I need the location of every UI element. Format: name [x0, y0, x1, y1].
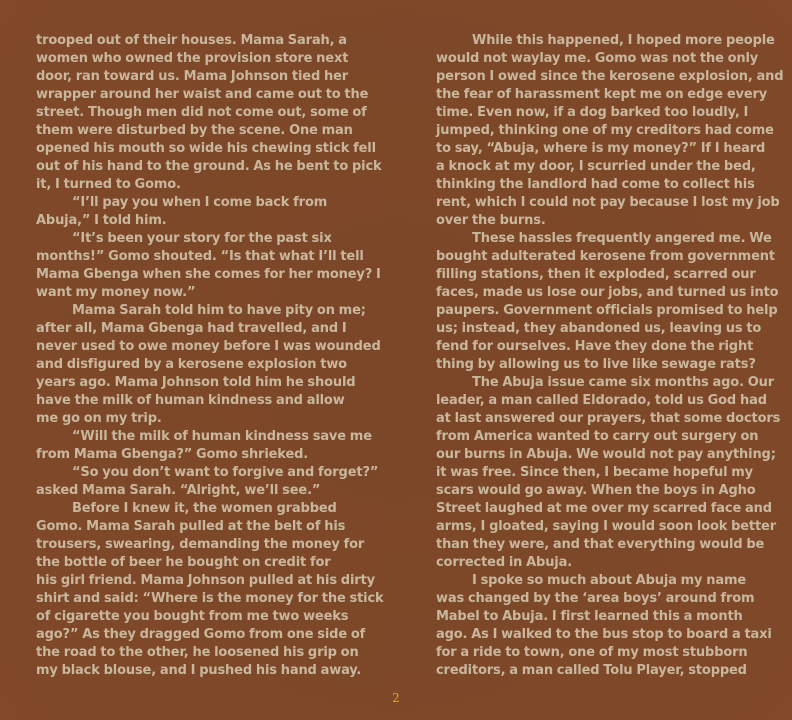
- text-line: trousers, swearing, demanding the money for: [36, 537, 365, 552]
- text-line: to say, “Abuja, where is my money?” If I heard: [436, 141, 766, 156]
- text-line: than they were, and that everything would be: [436, 537, 765, 552]
- text-line: for a ride to town, one of my most stubborn: [436, 645, 748, 660]
- page-number: 2: [392, 691, 400, 705]
- text-line: time. Even now, if a dog barked too loudly, I: [436, 105, 749, 120]
- text-line: at last answered our prayers, that some doctors: [436, 411, 781, 426]
- text-line: faces, made us lose our jobs, and turned us into: [436, 285, 779, 300]
- text-line: them were disturbed by the scene. One man: [36, 123, 353, 138]
- text-line: ago?” As they dragged Gomo from one side of: [36, 627, 366, 642]
- text-line: Street laughed at me over my scarred face and: [436, 501, 772, 516]
- text-line: the road to the other, he loosened his grip on: [36, 645, 359, 660]
- text-line: months!” Gomo shouted. “Is that what I’ll tell: [36, 249, 364, 264]
- text-line: Abuja,” I told him.: [36, 213, 167, 228]
- text-line: creditors, a man called Tolu Player, stopped: [436, 663, 747, 678]
- text-line: trooped out of their houses. Mama Sarah, a: [36, 33, 347, 48]
- paragraph-first-line: Mama Sarah told him to have pity on me;: [72, 303, 366, 318]
- text-line: from America wanted to carry out surgery on: [436, 429, 759, 444]
- text-line: our burns in Abuja. We would not pay anything;: [436, 447, 776, 462]
- paragraph-first-line: I spoke so much about Abuja my name: [472, 573, 747, 588]
- text-line: would not waylay me. Gomo was not the only: [436, 51, 759, 66]
- text-line: paupers. Government officials promised to help: [436, 303, 778, 318]
- left-text-column: [36, 32, 384, 680]
- text-line: the bottle of beer he bought on credit for: [36, 555, 331, 570]
- right-text-column: [436, 32, 784, 680]
- text-line: opened his mouth so wide his chewing stick fell: [36, 141, 376, 156]
- text-line: women who owned the provision store next: [36, 51, 349, 66]
- text-line: out of his hand to the ground. As he bent to pick: [36, 159, 382, 174]
- text-line: jumped, thinking one of my creditors had come: [436, 123, 774, 138]
- text-line: Mabel to Abuja. I first learned this a month: [436, 609, 743, 624]
- text-line: arms, I gloated, saying I would soon look better: [436, 519, 776, 534]
- text-line: my black blouse, and I pushed his hand away.: [36, 663, 362, 678]
- paragraph-first-line: These hassles frequently angered me. We: [472, 231, 772, 246]
- text-line: a knock at my door, I scurried under the bed,: [436, 159, 756, 174]
- text-line: over the burns.: [436, 213, 546, 228]
- text-line: never used to owe money before I was wounded: [36, 339, 381, 354]
- paragraph-first-line: The Abuja issue came six months ago. Our: [472, 375, 774, 390]
- text-line: the fear of harassment kept me on edge every: [436, 87, 768, 102]
- text-line: door, ran toward us. Mama Johnson tied her: [36, 69, 349, 84]
- paragraph-first-line: Before I knew it, the women grabbed: [72, 501, 337, 516]
- text-line: thinking the landlord had come to collect his: [436, 177, 755, 192]
- text-line: bought adulterated kerosene from government: [436, 249, 775, 264]
- paragraph-first-line: “I’ll pay you when I come back from: [72, 195, 328, 210]
- text-line: after all, Mama Gbenga had travelled, and I: [36, 321, 347, 336]
- text-line: person I owed since the kerosene explosion, and: [436, 69, 784, 84]
- text-line: it was free. Since then, I became hopeful my: [436, 465, 754, 480]
- text-line: years ago. Mama Johnson told him he should: [36, 375, 356, 390]
- text-line: me go on my trip.: [36, 411, 162, 426]
- text-line: ago. As I walked to the bus stop to board a taxi: [436, 627, 772, 642]
- text-line: was changed by the ‘area boys’ around from: [436, 591, 755, 606]
- text-line: it, I turned to Gomo.: [36, 177, 181, 192]
- text-line: thing by allowing us to live like sewage rats?: [436, 357, 756, 372]
- text-line: want my money now.”: [36, 285, 196, 300]
- paragraph-first-line: “Will the milk of human kindness save me: [72, 429, 372, 444]
- paragraph-first-line: “So you don’t want to forgive and forget?”: [72, 465, 379, 480]
- text-line: leader, a man called Eldorado, told us God had: [436, 393, 767, 408]
- text-line: asked Mama Sarah. “Alright, we’ll see.”: [36, 483, 321, 498]
- text-line: street. Though men did not come out, some of: [36, 105, 367, 120]
- text-line: us; instead, they abandoned us, leaving us to: [436, 321, 762, 336]
- text-line: filling stations, then it exploded, scarred our: [436, 267, 756, 282]
- text-line: scars would go away. When the boys in Agho: [436, 483, 756, 498]
- text-line: corrected in Abuja.: [436, 555, 573, 570]
- text-line: shirt and said: “Where is the money for the stick: [36, 591, 384, 606]
- text-line: rent, which I could not pay because I lost my job: [436, 195, 780, 210]
- text-line: fend for ourselves. Have they done the right: [436, 339, 754, 354]
- text-line: from Mama Gbenga?” Gomo shrieked.: [36, 447, 309, 462]
- text-line: and disfigured by a kerosene explosion two: [36, 357, 347, 372]
- text-line: have the milk of human kindness and allow: [36, 393, 345, 408]
- paragraph-first-line: “It’s been your story for the past six: [72, 231, 332, 246]
- text-line: Gomo. Mama Sarah pulled at the belt of his: [36, 519, 346, 534]
- text-line: Mama Gbenga when she comes for her money? I: [36, 267, 381, 282]
- text-line: wrapper around her waist and came out to the: [36, 87, 369, 102]
- paragraph-first-line: While this happened, I hoped more people: [472, 33, 775, 48]
- text-line: of cigarette you bought from me two weeks: [36, 609, 349, 624]
- text-line: his girl friend. Mama Johnson pulled at his dirty: [36, 573, 375, 588]
